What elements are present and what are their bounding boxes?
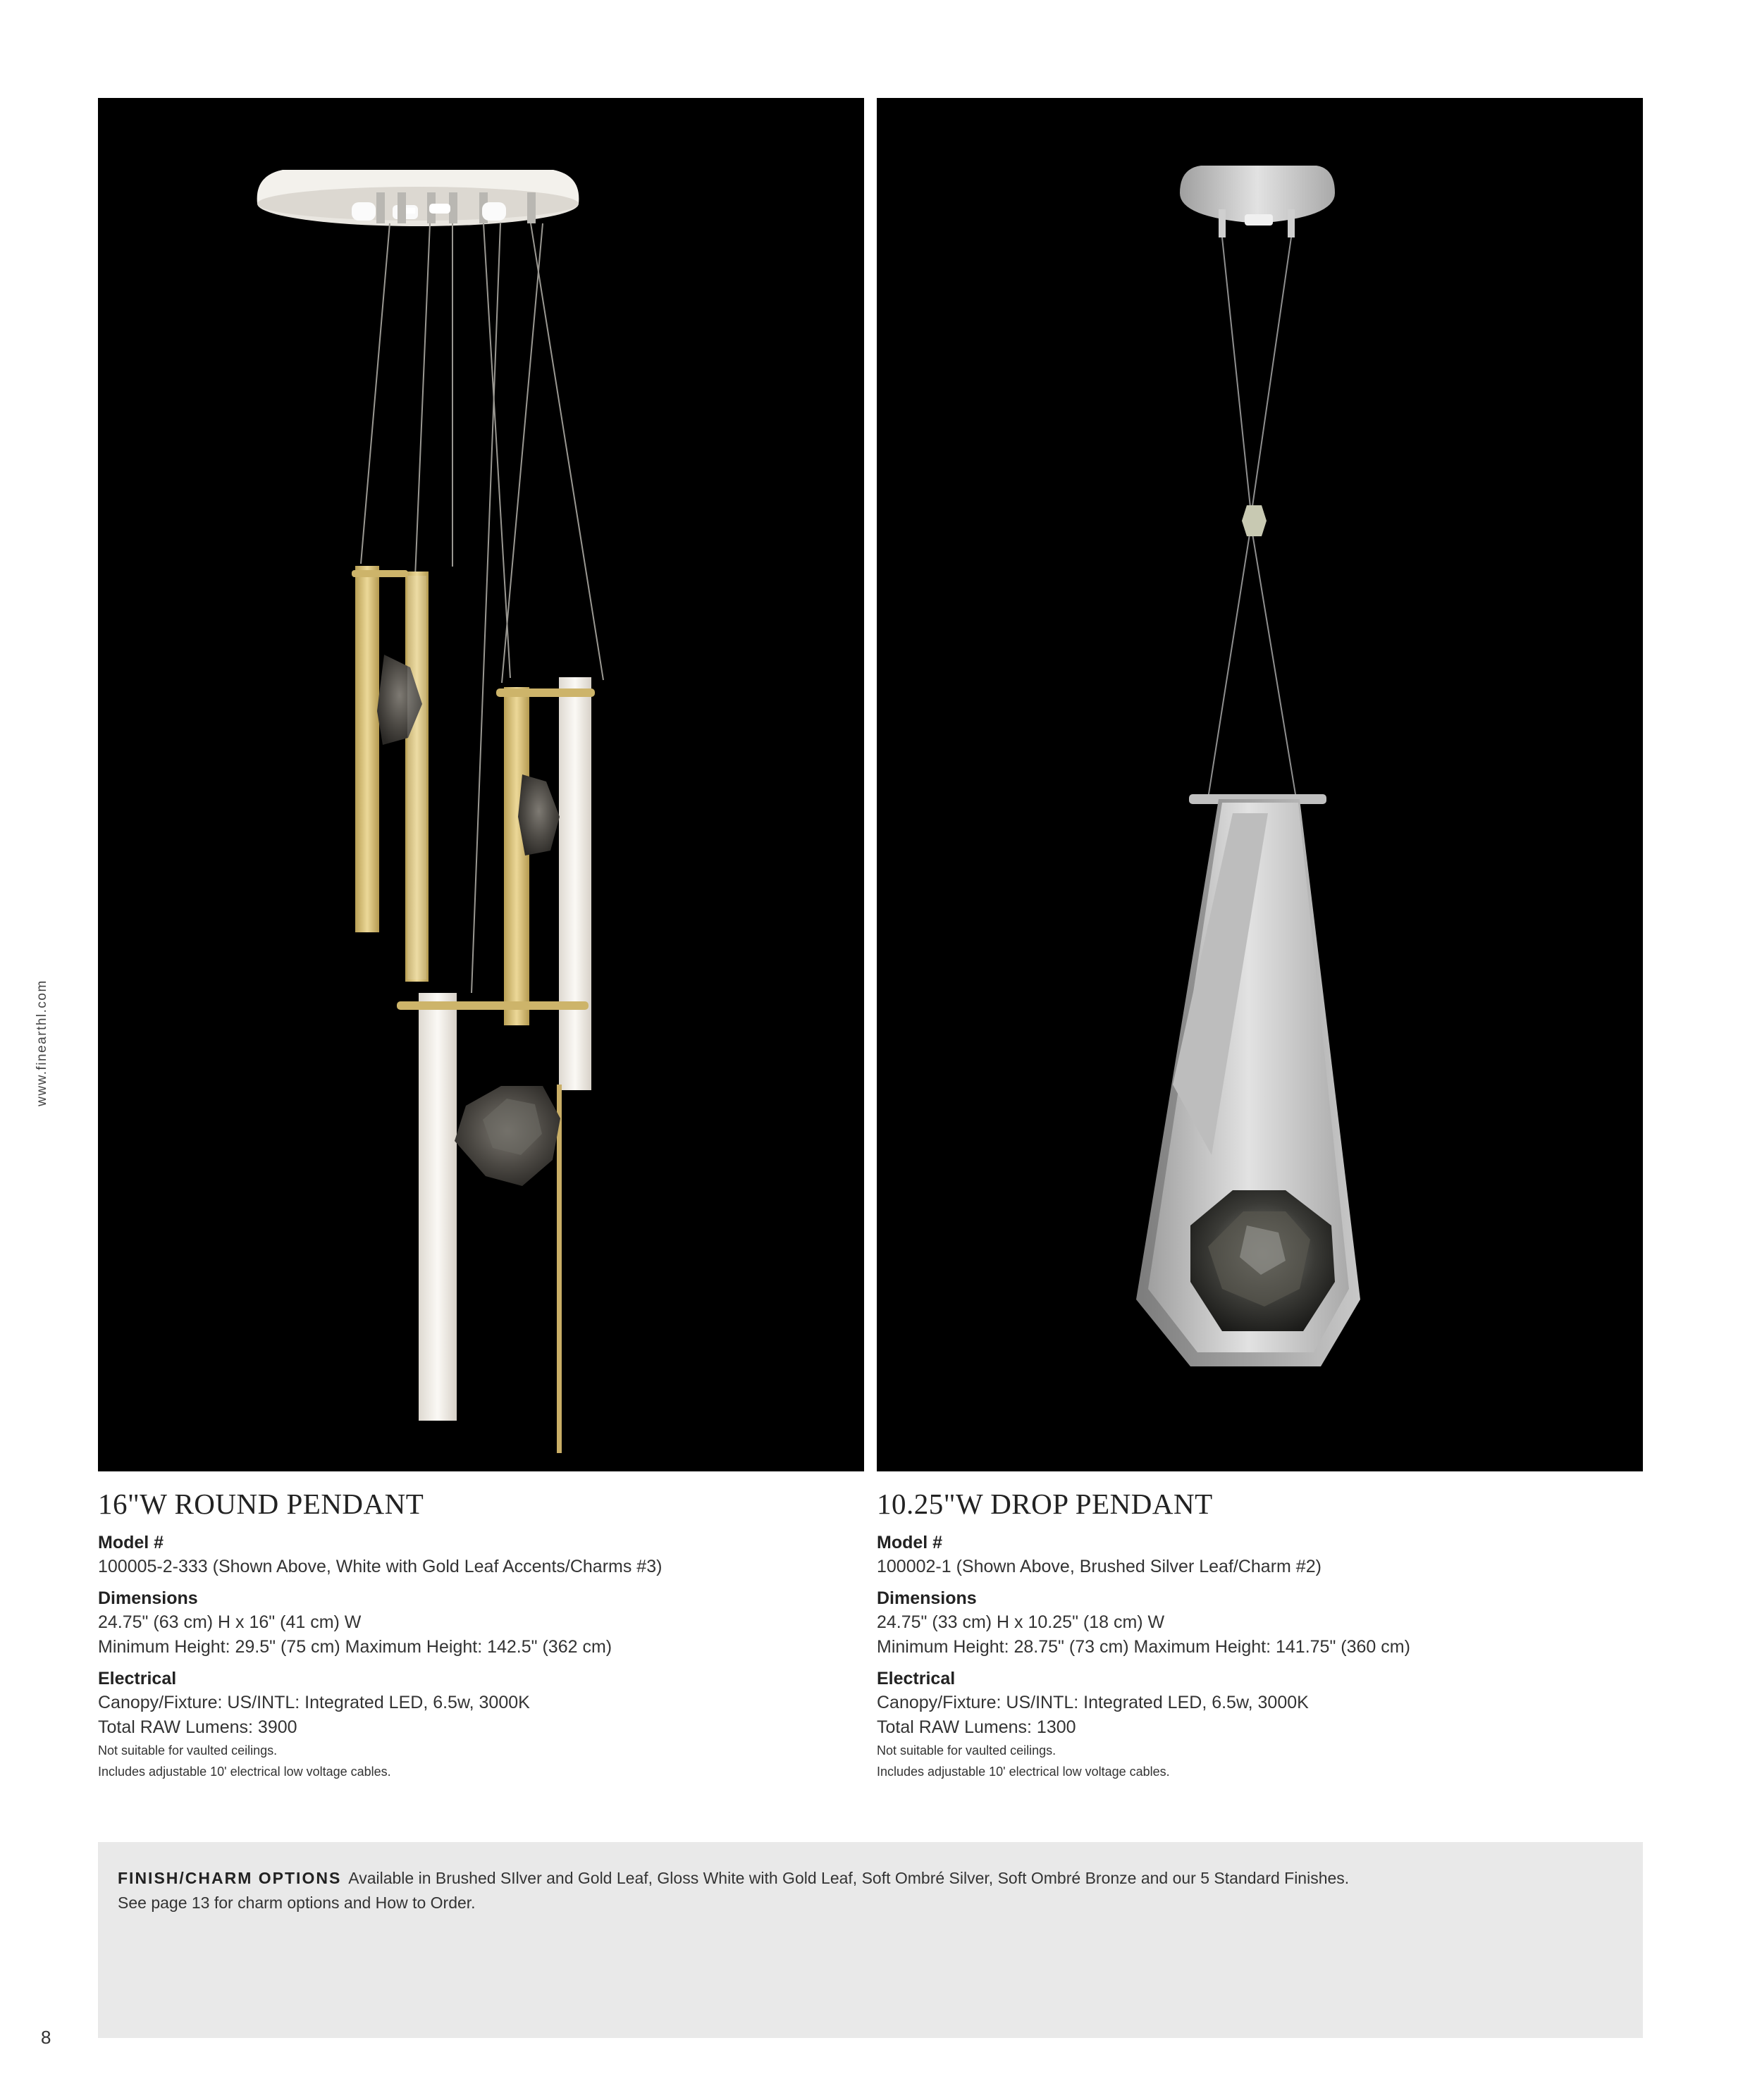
electrical-label: Electrical xyxy=(877,1669,956,1688)
drop-pendant-specs xyxy=(877,1486,1643,1782)
model-value: 100005-2-333 (Shown Above, White with Gold Leaf Accents/Charms #3) xyxy=(98,1557,663,1576)
round-pendant-specs xyxy=(98,1486,864,1782)
electrical-spec: Canopy/Fixture: US/INTL: Integrated LED, 6.5w, 3000K xyxy=(98,1693,530,1712)
finish-options-box xyxy=(98,1842,1643,2038)
drop-charm xyxy=(1136,794,1360,1366)
website-url: www.finearthl.com xyxy=(35,980,49,1106)
dimensions-label: Dimensions xyxy=(877,1588,977,1608)
finish-options-title: FINISH/CHARM OPTIONS xyxy=(118,1869,342,1887)
dimensions-heights: Minimum Height: 28.75" (73 cm) Maximum Height: 141.75" (360 cm) xyxy=(877,1637,1410,1657)
finish-options-description: Available in Brushed SIlver and Gold Leaf, Gloss White with Gold Leaf, Soft Ombré Silver, Soft Ombré Bronze and our 5 Standard Finishes. xyxy=(348,1869,1350,1887)
round-pendant-photo xyxy=(98,98,864,1471)
canopy xyxy=(1180,166,1335,237)
dimensions-label: Dimensions xyxy=(98,1588,198,1608)
dimensions-heights: Minimum Height: 29.5" (75 cm) Maximum Height: 142.5" (362 cm) xyxy=(98,1637,612,1657)
drop-pendant-photo xyxy=(877,98,1643,1471)
electrical-spec: Canopy/Fixture: US/INTL: Integrated LED, 6.5w, 3000K xyxy=(877,1693,1309,1712)
cable-crystal-bead xyxy=(1242,505,1267,536)
canopy xyxy=(257,170,579,226)
charm-options-reference: See page 13 for charm options and How to Order. xyxy=(118,1894,476,1912)
electrical-label: Electrical xyxy=(98,1669,177,1688)
cable-note: Includes adjustable 10' electrical low voltage cables. xyxy=(98,1765,391,1779)
page-number: 8 xyxy=(41,2027,51,2048)
dimensions-size: 24.75" (33 cm) H x 10.25" (18 cm) W xyxy=(877,1612,1165,1632)
product-title: 16"W ROUND PENDANT xyxy=(98,1488,424,1520)
cable-note: Includes adjustable 10' electrical low voltage cables. xyxy=(877,1765,1170,1779)
upper-left-charm xyxy=(352,566,429,982)
lumens: Total RAW Lumens: 1300 xyxy=(877,1717,1076,1737)
ceiling-note: Not suitable for vaulted ceilings. xyxy=(877,1743,1056,1758)
product-title: 10.25"W DROP PENDANT xyxy=(877,1488,1213,1520)
model-label: Model # xyxy=(877,1533,943,1552)
lumens: Total RAW Lumens: 3900 xyxy=(98,1717,297,1737)
ceiling-note: Not suitable for vaulted ceilings. xyxy=(98,1743,278,1758)
finish-options-text xyxy=(118,1866,1623,1891)
upper-right-charm xyxy=(496,677,595,1090)
model-value: 100002-1 (Shown Above, Brushed Silver Leaf/Charm #2) xyxy=(877,1557,1322,1576)
dimensions-size: 24.75" (63 cm) H x 16" (41 cm) W xyxy=(98,1612,362,1632)
model-label: Model # xyxy=(98,1533,164,1552)
